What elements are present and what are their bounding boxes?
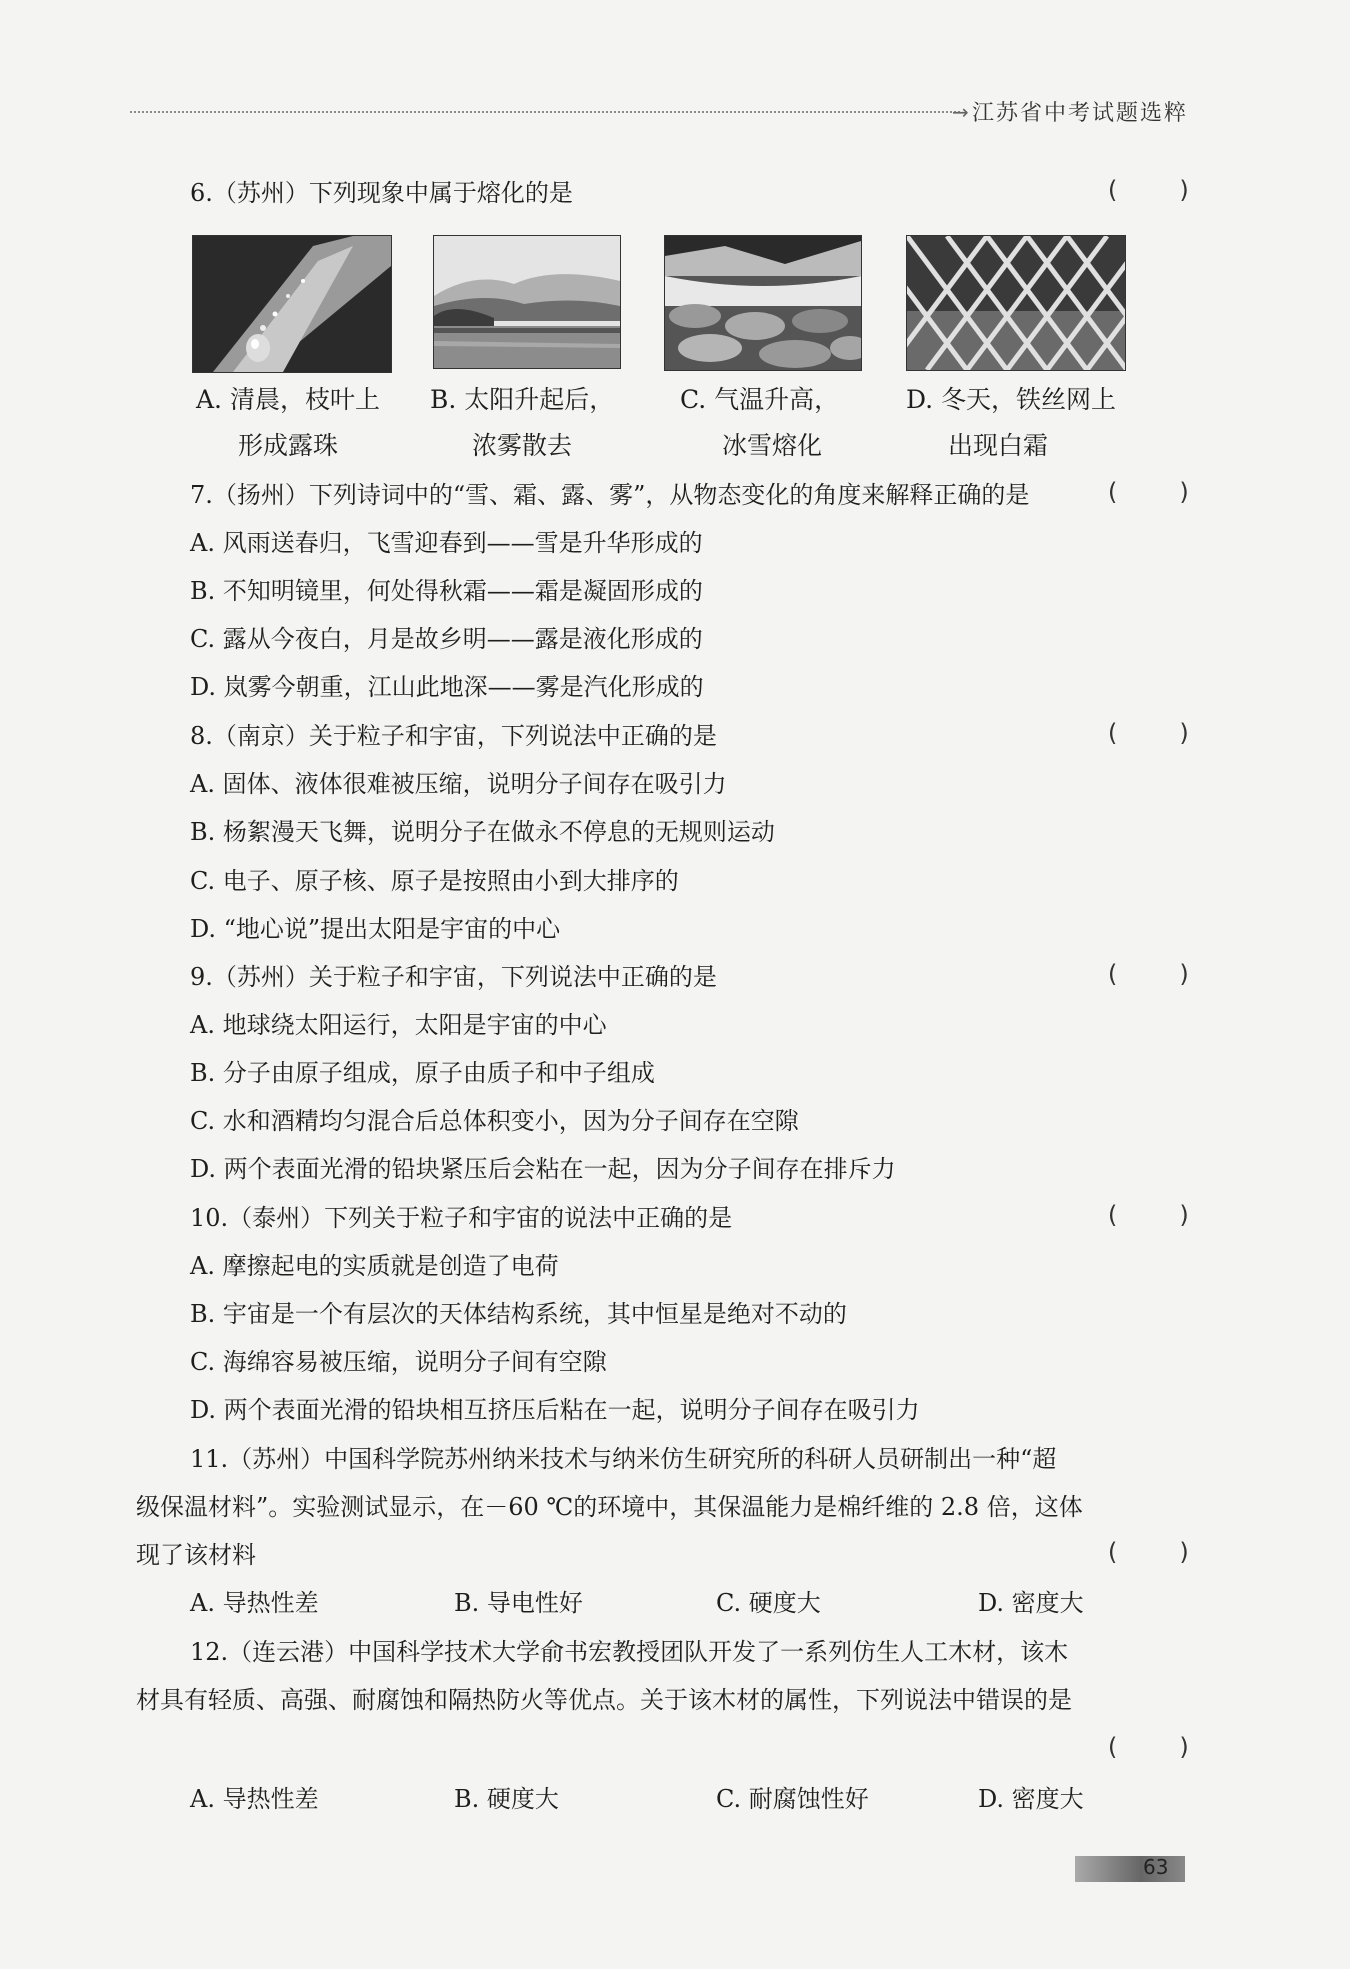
q8-stem: 8.（南京）关于粒子和宇宙，下列说法中正确的是 — [190, 722, 717, 750]
q7-option-d: D. 岚雾今朝重，江山此地深——雾是汽化形成的 — [190, 673, 704, 701]
q6-option-b-line1: B. 太阳升起后， — [430, 385, 615, 414]
q7-option-b: B. 不知明镜里，何处得秋霜——霜是凝固形成的 — [190, 577, 703, 605]
q11-option-d: D. 密度大 — [978, 1589, 1084, 1617]
q10-option-d: D. 两个表面光滑的铅块相互挤压后粘在一起，说明分子间存在吸引力 — [190, 1396, 920, 1424]
running-header-title: 江苏省中考试题选粹 — [972, 101, 1189, 126]
q6-option-a-line2: 形成露珠 — [238, 431, 339, 460]
dewdrop-photo — [192, 235, 392, 373]
q7-option-c: C. 露从今夜白，月是故乡明——露是液化形成的 — [190, 625, 703, 653]
q8-option-d: D. “地心说”提出太阳是宇宙的中心 — [190, 915, 561, 943]
q12-option-b: B. 硬度大 — [454, 1785, 559, 1813]
q12-stem-line2: 材具有轻质、高强、耐腐蚀和隔热防火等优点。关于该木材的属性，下列说法中错误的是 — [136, 1686, 1072, 1714]
q6-option-c-line2: 冰雪熔化 — [722, 431, 823, 460]
q10-option-a: A. 摩擦起电的实质就是创造了电荷 — [190, 1252, 559, 1280]
q9-stem: 9.（苏州）关于粒子和宇宙，下列说法中正确的是 — [190, 963, 717, 991]
q9-option-b: B. 分子由原子组成，原子由质子和中子组成 — [190, 1059, 655, 1087]
q11-answer-paren: ( ) — [1105, 1538, 1192, 1566]
q6-option-c — [680, 377, 839, 469]
page-number: 63 — [1143, 1855, 1169, 1879]
q11-stem-line3: 现了该材料 — [136, 1541, 256, 1569]
q12-option-a: A. 导热性差 — [190, 1785, 319, 1813]
q8-option-c: C. 电子、原子核、原子是按照由小到大排序的 — [190, 867, 679, 895]
page-number-tab — [1075, 1856, 1185, 1882]
q6-option-d — [906, 377, 1116, 469]
header-dotted-rule — [130, 111, 960, 113]
q11-stem-line1: 11.（苏州）中国科学院苏州纳米技术与纳米仿生研究所的科研人员研制出一种“超 — [190, 1445, 1057, 1473]
q6-answer-paren: ( ) — [1105, 176, 1192, 204]
q10-option-c: C. 海绵容易被压缩，说明分子间有空隙 — [190, 1348, 607, 1376]
q8-option-a: A. 固体、液体很难被压缩，说明分子间存在吸引力 — [190, 770, 727, 798]
q7-stem: 7.（扬州）下列诗词中的“雪、霜、露、雾”，从物态变化的角度来解释正确的是 — [190, 481, 1030, 509]
q8-option-b: B. 杨絮漫天飞舞，说明分子在做永不停息的无规则运动 — [190, 818, 775, 846]
q7-option-a: A. 风雨送春归，飞雪迎春到——雪是升华形成的 — [190, 529, 703, 557]
q6-option-b — [430, 377, 614, 469]
q9-option-a: A. 地球绕太阳运行，太阳是宇宙的中心 — [190, 1011, 607, 1039]
q9-answer-paren: ( ) — [1105, 960, 1192, 988]
q6-option-d-line2: 出现白霜 — [948, 431, 1049, 460]
q12-answer-paren: ( ) — [1105, 1733, 1192, 1761]
q10-option-b: B. 宇宙是一个有层次的天体结构系统，其中恒星是绝对不动的 — [190, 1300, 847, 1328]
q10-stem: 10.（泰州）下列关于粒子和宇宙的说法中正确的是 — [190, 1204, 733, 1232]
q6-option-b-line2: 浓雾散去 — [472, 431, 573, 460]
q6-option-c-line1: C. 气温升高， — [680, 385, 840, 414]
q6-option-a — [196, 377, 380, 469]
q6-option-d-line1: D. 冬天，铁丝网上 — [906, 385, 1117, 414]
q11-option-a: A. 导热性差 — [190, 1589, 319, 1617]
frost-fence-photo — [906, 235, 1126, 371]
q11-stem-line2: 级保温材料”。实验测试显示，在－60 ℃的环境中，其保温能力是棉纤维的 2.8 倍，这体 — [136, 1493, 1083, 1521]
arrow-icon: → — [952, 100, 969, 124]
q11-option-c: C. 硬度大 — [716, 1589, 821, 1617]
q7-answer-paren: ( ) — [1105, 478, 1192, 506]
q10-answer-paren: ( ) — [1105, 1201, 1192, 1229]
q8-answer-paren: ( ) — [1105, 719, 1192, 747]
q9-option-c: C. 水和酒精均匀混合后总体积变小，因为分子间存在空隙 — [190, 1107, 799, 1135]
q6-stem: 6.（苏州）下列现象中属于熔化的是 — [190, 179, 573, 207]
q11-option-b: B. 导电性好 — [454, 1589, 583, 1617]
fog-photo — [433, 235, 621, 369]
q6-option-a-line1: A. 清晨，枝叶上 — [196, 385, 380, 414]
q12-option-d: D. 密度大 — [978, 1785, 1084, 1813]
q12-stem-line1: 12.（连云港）中国科学技术大学俞书宏教授团队开发了一系列仿生人工木材，该木 — [190, 1638, 1069, 1666]
q9-option-d: D. 两个表面光滑的铅块紧压后会粘在一起，因为分子间存在排斥力 — [190, 1155, 896, 1183]
melting-snow-photo — [664, 235, 862, 371]
q12-option-c: C. 耐腐蚀性好 — [716, 1785, 869, 1813]
